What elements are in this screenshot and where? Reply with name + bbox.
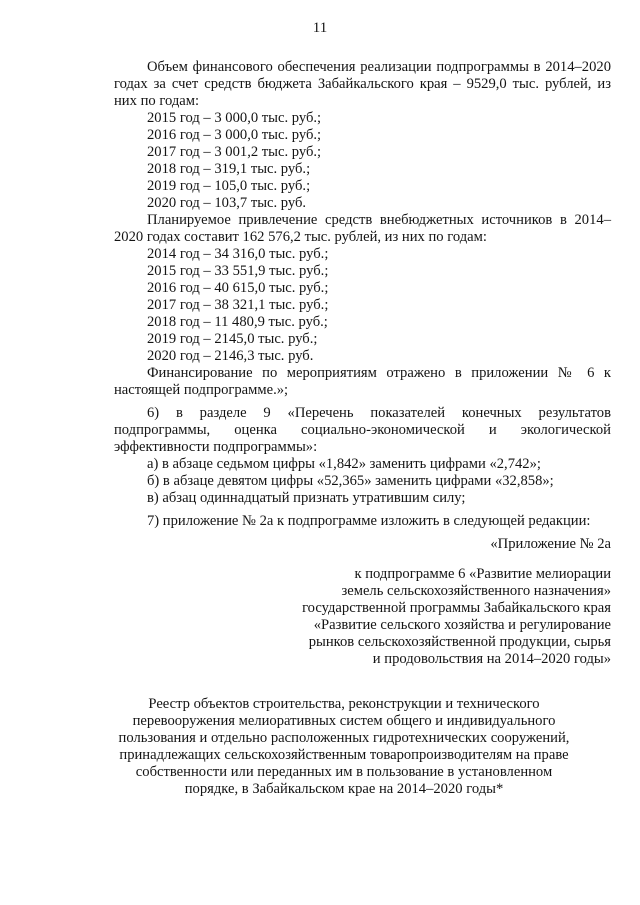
appendix-heading: «Приложение № 2а: [490, 536, 611, 552]
appendix-line: земель сельскохозяйственного назначения»: [341, 583, 611, 599]
page-number: 11: [312, 20, 328, 36]
extrabudget-year-item: 2020 год – 2146,3 тыс. руб.: [147, 348, 314, 364]
change-item: в) абзац одиннадцатый признать утратившим силу;: [147, 490, 466, 506]
registry-title-line: пользования и отдельно расположенных гидротехнических сооружений,: [118, 730, 570, 746]
budget-year-item: 2018 год – 319,1 тыс. руб.;: [147, 161, 311, 177]
appendix-reference: [114, 566, 611, 668]
document-body: [114, 59, 611, 668]
change-item: а) в абзаце седьмом цифры «1,842» заменить цифрами «2,742»;: [147, 456, 541, 472]
extrabudget-year-item: 2018 год – 11 480,9 тыс. руб.;: [147, 314, 328, 330]
registry-title-line: перевооружения мелиоративных систем общего и индивидуального: [132, 713, 556, 729]
extrabudget-year-item: 2015 год – 33 551,9 тыс. руб.;: [147, 263, 329, 279]
appendix-paragraph: 7) приложение № 2а к подпрограмме изложить в следующей редакции:: [147, 513, 591, 529]
registry-title-line: принадлежащих сельскохозяйственным товаропроизводителям на праве: [119, 747, 569, 763]
appendix-line: государственной программы Забайкальского края: [302, 600, 611, 616]
extrabudget-year-item: 2016 год – 40 615,0 тыс. руб.;: [147, 280, 329, 296]
budget-year-item: 2015 год – 3 000,0 тыс. руб.;: [147, 110, 322, 126]
budget-year-item: 2020 год – 103,7 тыс. руб.: [147, 195, 307, 211]
registry-title: [104, 696, 584, 798]
section9-paragraph: 6) в разделе 9 «Перечень показателей конечных результатов подпрограммы, оценка социально-экономической и экологической эффективности подпрограммы»:: [114, 405, 611, 455]
extrabudget-year-item: 2014 год – 34 316,0 тыс. руб.;: [147, 246, 329, 262]
extrabudget-year-item: 2019 год – 2145,0 тыс. руб.;: [147, 331, 318, 347]
budget-year-item: 2016 год – 3 000,0 тыс. руб.;: [147, 127, 322, 143]
registry-title-line: порядке, в Забайкальском крае на 2014–2020 годы*: [184, 781, 504, 797]
appendix-line: «Развитие сельского хозяйства и регулирование: [313, 617, 611, 633]
financing-paragraph: Финансирование по мероприятиям отражено в приложении № 6 к настоящей подпрограмме.»;: [114, 365, 611, 398]
extrabudget-year-item: 2017 год – 38 321,1 тыс. руб.;: [147, 297, 329, 313]
funding-paragraph: Объем финансового обеспечения реализации подпрограммы в 2014–2020 годах за счет средств бюджета Забайкальского края – 9529,0 тыс. рублей, из них по годам:: [114, 59, 611, 109]
appendix-line: рынков сельскохозяйственной продукции, сырья: [308, 634, 611, 650]
registry-title-line: собственности или переданных им в пользование в установленном: [135, 764, 553, 780]
change-item: б) в абзаце девятом цифры «52,365» заменить цифрами «32,858»;: [147, 473, 554, 489]
budget-year-item: 2017 год – 3 001,2 тыс. руб.;: [147, 144, 322, 160]
budget-year-item: 2019 год – 105,0 тыс. руб.;: [147, 178, 311, 194]
appendix-line: к подпрограмме 6 «Развитие мелиорации: [354, 566, 611, 582]
registry-title-line: Реестр объектов строительства, реконструкции и технического: [148, 696, 540, 712]
appendix-line: и продовольствия на 2014–2020 годы»: [372, 651, 611, 667]
extrabudget-paragraph: Планируемое привлечение средств внебюджетных источников в 2014–2020 годах составит 162 576,2 тыс. рублей, из них по годам:: [114, 212, 611, 245]
